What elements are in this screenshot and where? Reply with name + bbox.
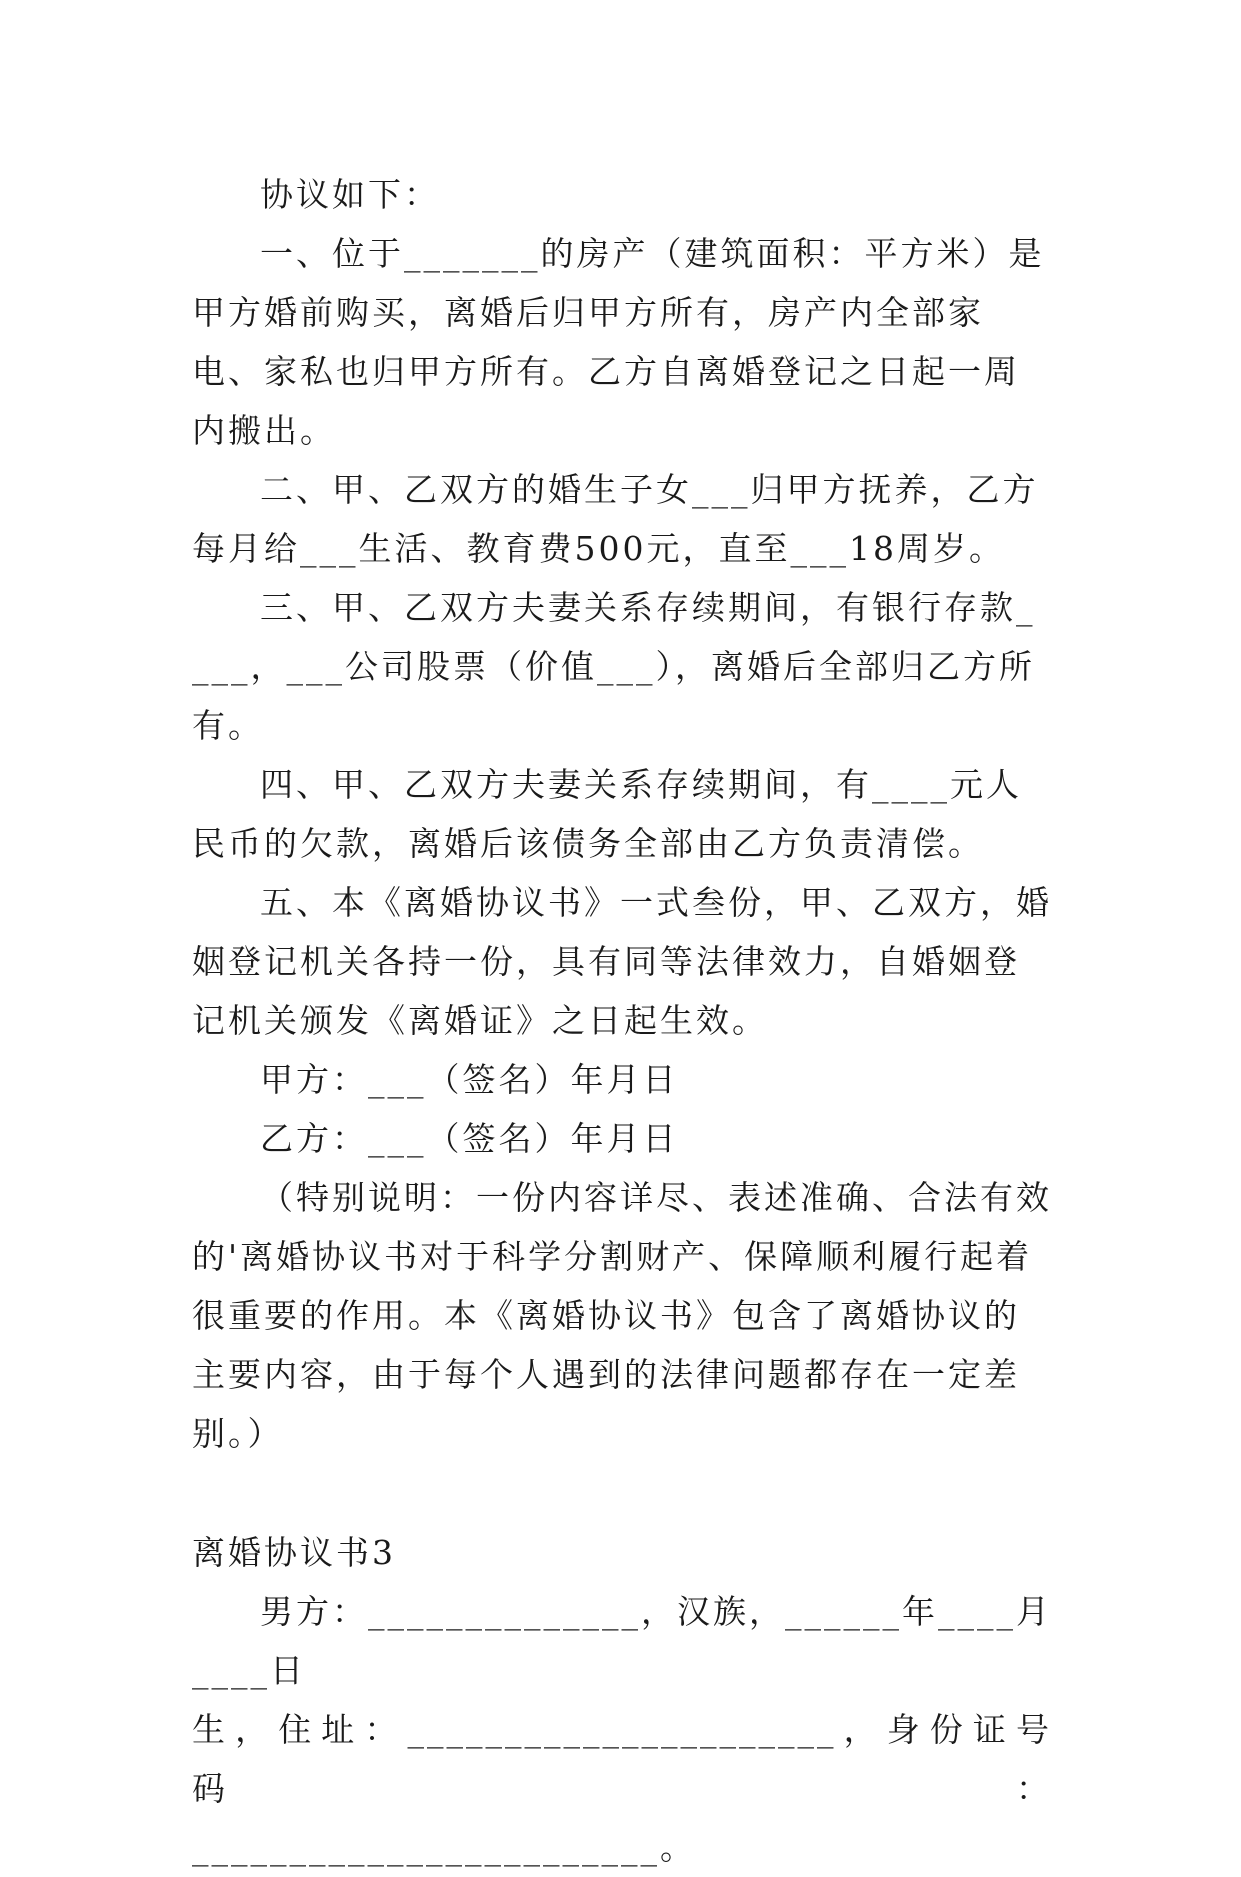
male-party-line: 男方：______________，汉族，______年____月____日 xyxy=(192,1592,1052,1690)
special-note: （特别说明：一份内容详尽、表述准确、合法有效的'离婚协议书对于科学分割财产、保障顺利履行起着很重要的作用。本《离婚协议书》包含了离婚协议的主要内容，由于每个人遇到的法律问题都存在一定差别。） xyxy=(192,1178,1052,1453)
document-page xyxy=(192,165,1052,1877)
paragraph-clause-3: 三、甲、乙双方夫妻关系存续期间，有银行存款____，___公司股票（价值___），离婚后全部归乙方所有。 xyxy=(192,588,1036,745)
signature-party-a: 甲方：___（签名）年月日 xyxy=(260,1060,679,1099)
paragraph-clause-2: 二、甲、乙双方的婚生子女___归甲方抚养，乙方每月给___生活、教育费500元，直至___18周岁。 xyxy=(192,470,1039,568)
section-title: 离婚协议书3 xyxy=(192,1533,396,1572)
paragraph-clause-4: 四、甲、乙双方夫妻关系存续期间，有____元人民币的欠款，离婚后该债务全部由乙方负责清偿。 xyxy=(192,765,1022,863)
paragraph-clause-1: 一、位于_______的房产（建筑面积：平方米）是甲方婚前购买，离婚后归甲方所有，房产内全部家电、家私也归甲方所有。乙方自离婚登记之日起一周内搬出。 xyxy=(192,234,1045,450)
paragraph-intro: 协议如下： xyxy=(260,175,440,214)
signature-party-b: 乙方：___（签名）年月日 xyxy=(260,1119,679,1158)
id-number-line: ________________________。 xyxy=(192,1828,696,1867)
paragraph-clause-5: 五、本《离婚协议书》一式叁份，甲、乙双方，婚姻登记机关各持一份，具有同等法律效力，自婚姻登记机关颁发《离婚证》之日起生效。 xyxy=(192,883,1052,1040)
address-id-line: 生，住址：______________________，身份证号码： xyxy=(192,1710,1052,1808)
